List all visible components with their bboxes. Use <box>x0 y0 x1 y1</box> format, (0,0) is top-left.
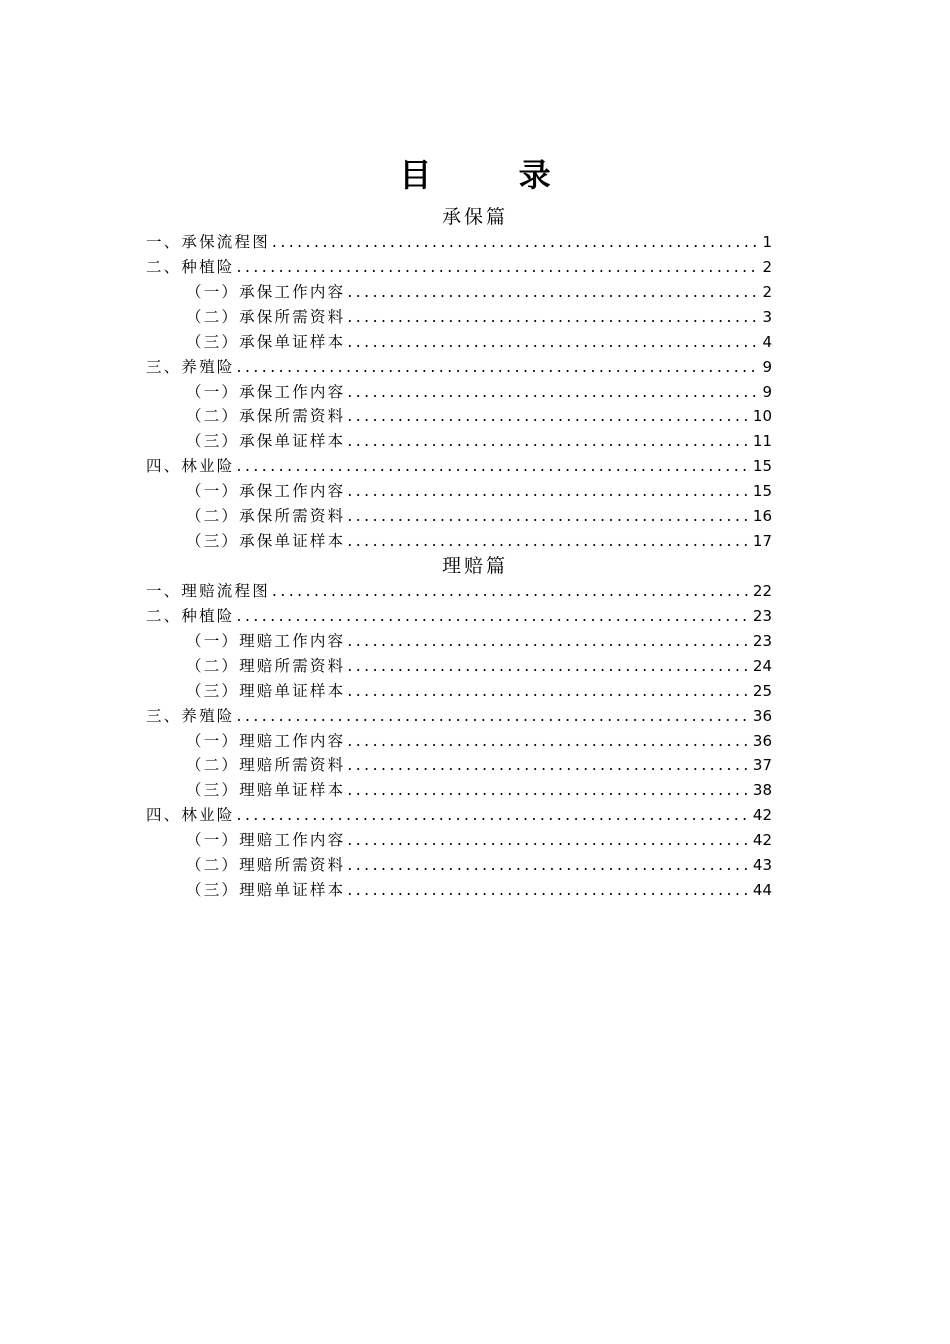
toc-list-claims <box>146 579 772 903</box>
toc-entry[interactable] <box>146 404 772 429</box>
toc-list-underwriting <box>146 230 772 554</box>
toc-entry[interactable] <box>146 679 772 704</box>
toc-entry-page-number: 42 <box>752 831 772 850</box>
toc-entry-page-number: 38 <box>752 781 772 800</box>
toc-dot-leader <box>237 255 761 280</box>
toc-entry-page-number: 16 <box>752 507 772 526</box>
toc-entry[interactable] <box>146 305 772 330</box>
toc-entry-page-number: 9 <box>762 357 772 376</box>
toc-entry-label: （三）理赔单证样本 <box>186 681 346 700</box>
toc-dot-leader <box>237 604 751 629</box>
toc-dot-leader <box>347 479 751 504</box>
toc-entry-page-number: 37 <box>752 756 772 775</box>
toc-dot-leader <box>347 654 751 679</box>
toc-entry[interactable] <box>146 454 772 479</box>
toc-entry-page-number: 4 <box>762 332 772 351</box>
toc-dot-leader <box>347 679 751 704</box>
toc-entry[interactable] <box>146 629 772 654</box>
toc-dot-leader <box>347 330 760 355</box>
toc-entry[interactable] <box>146 654 772 679</box>
toc-entry-label: （二）理赔所需资料 <box>186 656 346 675</box>
toc-entry[interactable] <box>146 529 772 554</box>
toc-dot-leader <box>347 429 751 454</box>
toc-entry[interactable] <box>146 504 772 529</box>
toc-dot-leader <box>347 404 751 429</box>
toc-dot-leader <box>347 878 751 903</box>
toc-entry-label: （二）承保所需资料 <box>186 307 346 326</box>
toc-dot-leader <box>272 579 751 604</box>
toc-dot-leader <box>347 853 751 878</box>
toc-entry-label: （三）理赔单证样本 <box>186 781 346 800</box>
toc-entry-page-number: 2 <box>762 257 772 276</box>
toc-entry[interactable] <box>146 878 772 903</box>
toc-entry[interactable] <box>146 604 772 629</box>
toc-entry-page-number: 23 <box>752 606 772 625</box>
toc-dot-leader <box>347 778 751 803</box>
toc-entry[interactable] <box>146 330 772 355</box>
toc-entry-label: 四、林业险 <box>146 806 235 825</box>
toc-dot-leader <box>237 355 761 380</box>
toc-entry-page-number: 10 <box>752 407 772 426</box>
toc-entry-label: （一）理赔工作内容 <box>186 831 346 850</box>
toc-entry[interactable] <box>146 704 772 729</box>
toc-entry-label: （三）承保单证样本 <box>186 432 346 451</box>
toc-entry-label: （一）承保工作内容 <box>186 282 346 301</box>
toc-entry-label: （二）理赔所需资料 <box>186 756 346 775</box>
toc-entry-page-number: 44 <box>752 881 772 900</box>
toc-entry-page-number: 9 <box>762 382 772 401</box>
toc-entry[interactable] <box>146 753 772 778</box>
toc-entry[interactable] <box>146 828 772 853</box>
toc-entry-label: （三）承保单证样本 <box>186 332 346 351</box>
toc-entry-page-number: 24 <box>752 656 772 675</box>
toc-dot-leader <box>237 454 751 479</box>
toc-dot-leader <box>237 704 751 729</box>
toc-dot-leader <box>347 529 751 554</box>
toc-entry[interactable] <box>146 429 772 454</box>
toc-entry-page-number: 15 <box>752 457 772 476</box>
toc-entry[interactable] <box>146 255 772 280</box>
toc-entry-label: 四、林业险 <box>146 457 235 476</box>
toc-entry-label: （一）理赔工作内容 <box>186 631 346 650</box>
toc-entry-page-number: 22 <box>752 582 772 600</box>
toc-entry-page-number: 17 <box>752 532 772 551</box>
toc-entry-label: （一）理赔工作内容 <box>186 731 346 750</box>
toc-entry[interactable] <box>146 479 772 504</box>
toc-dot-leader <box>347 753 751 778</box>
toc-dot-leader <box>347 729 751 754</box>
toc-entry-label: 三、养殖险 <box>146 706 235 725</box>
toc-entry[interactable] <box>146 729 772 754</box>
toc-entry-page-number: 36 <box>752 731 772 750</box>
toc-entry[interactable] <box>146 803 772 828</box>
toc-entry-label: （三）理赔单证样本 <box>186 881 346 900</box>
toc-entry-label: 二、种植险 <box>146 257 235 276</box>
toc-dot-leader <box>237 803 751 828</box>
toc-entry-page-number: 42 <box>752 806 772 825</box>
toc-entry-label: 一、理赔流程图 <box>146 582 270 600</box>
toc-entry[interactable] <box>146 778 772 803</box>
toc-entry-label: （二）理赔所需资料 <box>186 856 346 875</box>
toc-dot-leader <box>347 504 751 529</box>
toc-entry-page-number: 3 <box>762 307 772 326</box>
toc-entry-label: 三、养殖险 <box>146 357 235 376</box>
toc-entry-label: （一）承保工作内容 <box>186 482 346 501</box>
toc-entry-label: （二）承保所需资料 <box>186 407 346 426</box>
toc-entry[interactable] <box>146 579 772 604</box>
toc-entry[interactable] <box>146 380 772 405</box>
toc-entry-page-number: 25 <box>752 681 772 700</box>
toc-dot-leader <box>347 305 760 330</box>
toc-entry-label: 二、种植险 <box>146 606 235 625</box>
section-heading-claims: 理赔篇 <box>441 555 508 577</box>
toc-entry[interactable] <box>146 280 772 305</box>
toc-dot-leader <box>347 828 751 853</box>
toc-entry-page-number: 43 <box>752 856 772 875</box>
toc-entry-page-number: 15 <box>752 482 772 501</box>
toc-entry-label: （二）承保所需资料 <box>186 507 346 526</box>
toc-entry-page-number: 1 <box>762 233 772 251</box>
toc-dot-leader <box>347 629 751 654</box>
toc-dot-leader <box>347 280 760 305</box>
section-heading-underwriting: 承保篇 <box>441 206 508 228</box>
page-title: 目 录 <box>399 156 589 194</box>
toc-entry-page-number: 11 <box>752 432 772 451</box>
toc-entry[interactable] <box>146 230 772 255</box>
toc-entry-page-number: 2 <box>762 282 772 301</box>
toc-entry[interactable] <box>146 853 772 878</box>
toc-dot-leader <box>272 230 761 255</box>
toc-dot-leader <box>347 380 760 405</box>
toc-entry-page-number: 23 <box>752 631 772 650</box>
toc-entry[interactable] <box>146 355 772 380</box>
toc-entry-label: （一）承保工作内容 <box>186 382 346 401</box>
toc-entry-page-number: 36 <box>752 706 772 725</box>
toc-entry-label: （三）承保单证样本 <box>186 532 346 551</box>
toc-entry-label: 一、承保流程图 <box>146 233 270 251</box>
